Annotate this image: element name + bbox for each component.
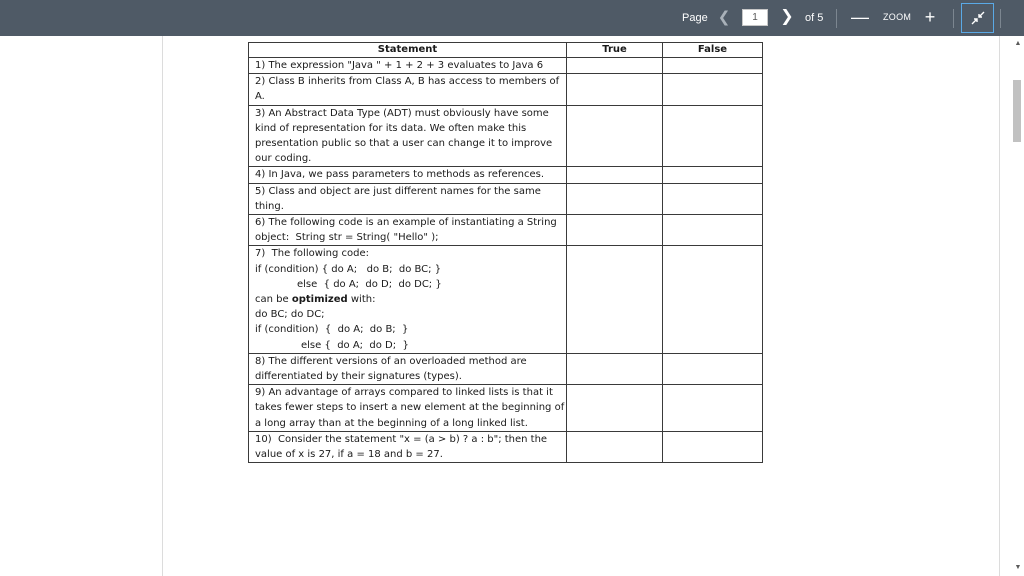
column-header-true: True (567, 43, 663, 58)
statement-cell (249, 431, 567, 462)
statement-line: do BC; do DC; (255, 309, 325, 321)
true-false-table (248, 42, 763, 463)
statement-cell (249, 167, 567, 183)
statement-text: with: (347, 294, 376, 306)
table-row (249, 105, 763, 167)
statement-line: a long array than at the beginning of a long linked list. (255, 417, 528, 429)
statement-line: thing. (255, 200, 284, 212)
statement-line: differentiated by their signatures (types). (255, 371, 462, 383)
true-cell[interactable] (567, 74, 663, 105)
statement-line: takes fewer steps to insert a new element at the beginning of (255, 402, 565, 414)
table-row (249, 183, 763, 214)
column-header-statement: Statement (249, 43, 567, 58)
statement-line: if (condition) { do A; do B; } (255, 324, 409, 336)
chevron-right-icon[interactable]: ❯ (780, 8, 794, 25)
statement-cell (249, 183, 567, 214)
statement-line: if (condition) { do A; do B; do BC; } (255, 263, 442, 275)
document-page (162, 36, 1000, 576)
triangle-up-icon[interactable]: ▲ (1014, 40, 1022, 47)
statement-line: our coding. (255, 153, 312, 165)
false-cell[interactable] (663, 74, 763, 105)
page-count-label: of 5 (805, 12, 824, 24)
false-cell[interactable] (663, 353, 763, 384)
false-cell[interactable] (663, 167, 763, 183)
chevron-left-icon[interactable]: ❮ (717, 9, 731, 26)
statement-cell (249, 353, 567, 384)
table-row (249, 353, 763, 384)
table-header-row (249, 43, 763, 58)
true-cell[interactable] (567, 385, 663, 432)
plus-icon[interactable]: + (924, 7, 936, 27)
statement-cell (249, 385, 567, 432)
toolbar-divider (953, 9, 954, 28)
statement-line: object: String str = String( "Hello" ); (255, 232, 439, 244)
true-cell[interactable] (567, 246, 663, 353)
true-cell[interactable] (567, 58, 663, 74)
statement-cell (249, 58, 567, 74)
false-cell[interactable] (663, 215, 763, 246)
collapse-arrows-icon (971, 11, 985, 25)
table-row (249, 431, 763, 462)
viewer-toolbar (0, 0, 1024, 36)
table-row (249, 58, 763, 74)
false-cell[interactable] (663, 58, 763, 74)
false-cell[interactable] (663, 105, 763, 167)
statement-line: 10) Consider the statement "x = (a > b) ? a : b"; then the (255, 433, 548, 445)
statement-line: 3) An Abstract Data Type (ADT) must obviously have some (255, 107, 549, 119)
triangle-down-icon[interactable]: ▼ (1014, 564, 1022, 571)
statement-line: 9) An advantage of arrays compared to linked lists is that it (255, 387, 553, 399)
true-cell[interactable] (567, 167, 663, 183)
statement-line: value of x is 27, if a = 18 and b = 27. (255, 449, 443, 461)
true-cell[interactable] (567, 215, 663, 246)
statement-cell (249, 246, 567, 353)
statement-line: else { do A; do D; do DC; } (297, 278, 442, 290)
statement-line: 8) The different versions of an overloaded method are (255, 355, 527, 367)
statement-line: 6) The following code is an example of instantiating a String (255, 217, 557, 229)
statement-text: can be (255, 294, 292, 306)
true-cell[interactable] (567, 183, 663, 214)
statement-cell (249, 215, 567, 246)
true-cell[interactable] (567, 353, 663, 384)
column-header-false: False (663, 43, 763, 58)
page-label: Page (682, 12, 708, 24)
minus-icon[interactable]: — (851, 7, 869, 27)
false-cell[interactable] (663, 183, 763, 214)
statement-line: else { do A; do D; } (301, 339, 409, 351)
statement-line: 4) In Java, we pass parameters to methods as references. (255, 169, 545, 181)
statement-cell (249, 105, 567, 167)
collapse-button[interactable] (961, 3, 994, 33)
table-row (249, 74, 763, 105)
statement-cell (249, 74, 567, 105)
true-cell[interactable] (567, 431, 663, 462)
true-cell[interactable] (567, 105, 663, 167)
statement-line: 2) Class B inherits from Class A, B has access to members of A. (255, 76, 560, 103)
scrollbar-thumb[interactable] (1013, 80, 1021, 142)
statement-line: 7) The following code: (255, 248, 370, 260)
toolbar-divider (836, 9, 837, 28)
zoom-label: ZOOM (883, 12, 912, 22)
statement-line: kind of representation for its data. We often make this (255, 122, 527, 134)
table-row (249, 385, 763, 432)
table-row (249, 167, 763, 183)
false-cell[interactable] (663, 246, 763, 353)
false-cell[interactable] (663, 431, 763, 462)
statement-line (255, 292, 566, 307)
emphasis-text: optimized (291, 294, 348, 306)
false-cell[interactable] (663, 385, 763, 432)
page-number-input[interactable] (742, 9, 768, 26)
statement-line: 1) The expression "Java " + 1 + 2 + 3 evaluates to Java 6 (255, 60, 544, 71)
statement-line: presentation public so that a user can change it to improve (255, 138, 553, 150)
table-row (249, 215, 763, 246)
table-row (249, 246, 763, 353)
statement-line: 5) Class and object are just different names for the same (255, 185, 541, 197)
toolbar-divider (1000, 9, 1001, 28)
